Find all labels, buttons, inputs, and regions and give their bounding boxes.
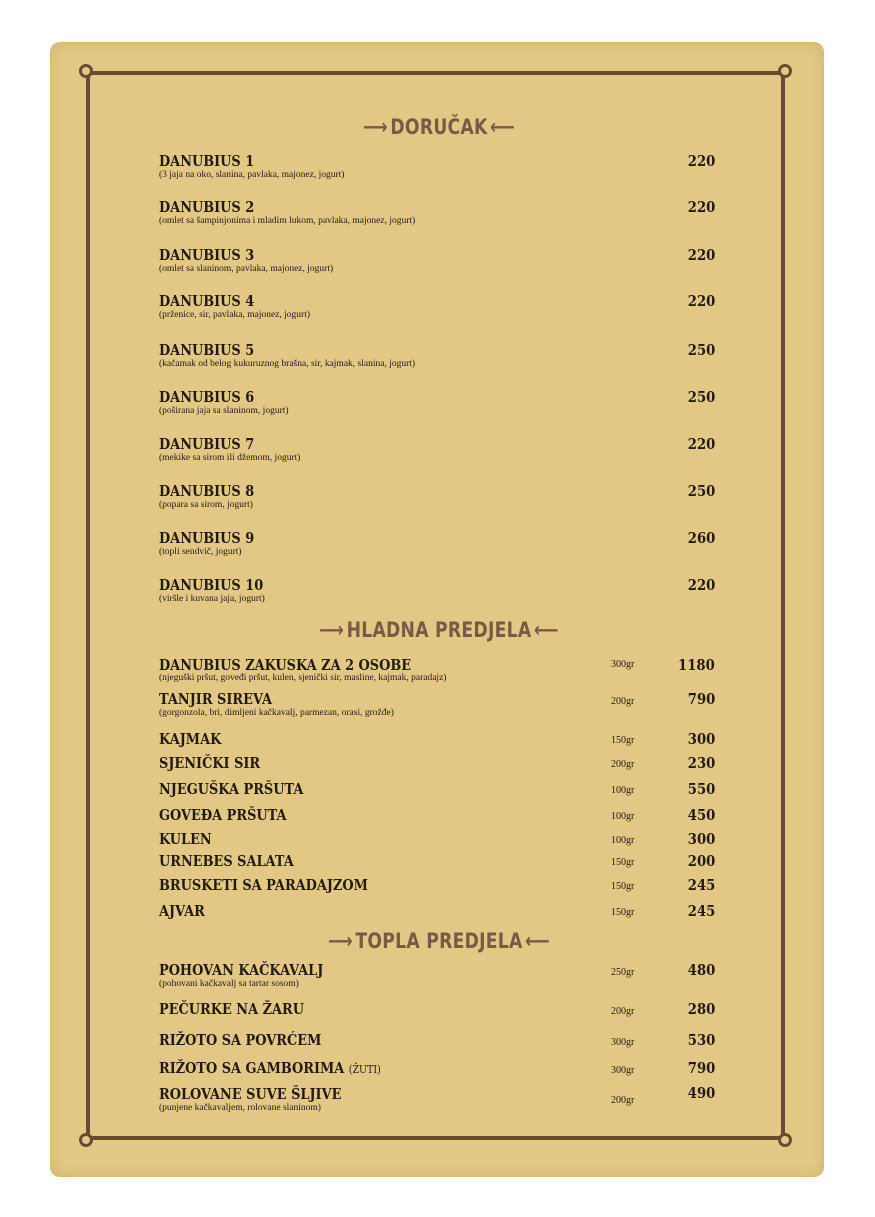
item-description: (mekike sa sirom ili džemom, jogurt) bbox=[159, 453, 301, 463]
item-weight: 200gr bbox=[611, 1006, 635, 1017]
item-name: DANUBIUS ZAKUSKA ZA 2 OSOBE bbox=[159, 656, 412, 674]
item-weight: 150gr bbox=[611, 857, 635, 868]
item-name: DANUBIUS 1 bbox=[159, 152, 255, 170]
item-price: 230 bbox=[687, 754, 715, 772]
item-weight: 200gr bbox=[611, 696, 635, 707]
item-price: 220 bbox=[687, 576, 715, 594]
frame-corner-ornament bbox=[778, 1133, 792, 1147]
item-name-text: RIŽOTO SA GAMBORIMA bbox=[159, 1059, 345, 1077]
item-name: TANJIR SIREVA bbox=[159, 690, 272, 708]
anchor-arrow-right-icon: ⟵ bbox=[525, 929, 550, 953]
anchor-arrow-left-icon: ⟶ bbox=[319, 618, 345, 642]
item-name: DANUBIUS 5 bbox=[159, 341, 255, 359]
item-name: DANUBIUS 3 bbox=[159, 246, 255, 264]
item-price: 790 bbox=[687, 690, 715, 708]
item-description: (omlet sa šampinjonima i mladim lukom, pavlaka, majonez, jogurt) bbox=[159, 216, 416, 226]
item-description: (poširana jaja sa slaninom, jogurt) bbox=[159, 406, 289, 416]
item-price: 260 bbox=[687, 529, 715, 547]
item-price: 280 bbox=[687, 1000, 715, 1018]
item-price: 250 bbox=[687, 341, 715, 359]
item-price: 200 bbox=[687, 852, 715, 870]
item-name: DANUBIUS 9 bbox=[159, 529, 255, 547]
item-weight: 100gr bbox=[611, 785, 635, 796]
anchor-arrow-left-icon: ⟶ bbox=[362, 115, 388, 139]
item-note: (ŽUTI) bbox=[348, 1063, 381, 1076]
frame-corner-ornament bbox=[778, 64, 792, 78]
item-name: DANUBIUS 6 bbox=[159, 388, 255, 406]
section-title-text: DORUČAK bbox=[390, 115, 488, 139]
item-name: RIŽOTO SA POVRĆEM bbox=[159, 1031, 322, 1049]
item-price: 480 bbox=[687, 961, 715, 979]
section-title-dorucak bbox=[209, 115, 668, 139]
item-weight: 300gr bbox=[611, 1037, 635, 1048]
item-description: (punjene kačkavaljem, rolovane slaninom) bbox=[159, 1103, 321, 1113]
item-description: (3 jaja na oko, slanina, pavlaka, majonez, jogurt) bbox=[159, 170, 345, 180]
item-name: AJVAR bbox=[159, 902, 205, 920]
item-name: POHOVAN KAČKAVALJ bbox=[159, 961, 324, 979]
item-weight: 200gr bbox=[611, 759, 635, 770]
frame-corner-ornament bbox=[79, 1133, 93, 1147]
item-price: 300 bbox=[687, 830, 715, 848]
item-description: (prženice, sir, pavlaka, majonez, jogurt) bbox=[159, 310, 311, 320]
item-price: 450 bbox=[687, 806, 715, 824]
item-weight: 150gr bbox=[611, 881, 635, 892]
item-name: BRUSKETI SA PARADAJZOM bbox=[159, 876, 368, 894]
item-price: 300 bbox=[687, 730, 715, 748]
item-description: (gorgonzola, bri, dimljeni kačkavalj, parmezan, orasi, grožđe) bbox=[159, 708, 394, 718]
item-price: 790 bbox=[687, 1059, 715, 1077]
item-price: 220 bbox=[687, 198, 715, 216]
item-description: (pohovani kačkavalj sa tartar sosom) bbox=[159, 979, 299, 989]
item-name: URNEBES SALATA bbox=[159, 852, 294, 870]
item-name: DANUBIUS 10 bbox=[159, 576, 264, 594]
item-description: (popara sa sirom, jogurt) bbox=[159, 500, 253, 510]
item-name bbox=[159, 1059, 381, 1077]
frame-corner-ornament bbox=[79, 64, 93, 78]
item-weight: 100gr bbox=[611, 835, 635, 846]
item-description: (kačamak od belog kukuruznog brašna, sir, kajmak, slanina, jogurt) bbox=[159, 359, 416, 369]
item-description: (topli sendvič, jogurt) bbox=[159, 547, 242, 557]
item-weight: 150gr bbox=[611, 735, 635, 746]
item-weight: 150gr bbox=[611, 907, 635, 918]
item-price: 220 bbox=[687, 292, 715, 310]
item-name: KAJMAK bbox=[159, 730, 222, 748]
section-title-text: HLADNA PREDJELA bbox=[346, 618, 532, 642]
item-name: KULEN bbox=[159, 830, 212, 848]
item-name: DANUBIUS 4 bbox=[159, 292, 255, 310]
item-price: 245 bbox=[687, 902, 715, 920]
section-title-topla-predjela bbox=[209, 929, 668, 953]
item-price: 220 bbox=[687, 152, 715, 170]
item-weight: 200gr bbox=[611, 1095, 635, 1106]
item-name: NJEGUŠKA PRŠUTA bbox=[159, 780, 304, 798]
item-price: 530 bbox=[687, 1031, 715, 1049]
item-weight: 100gr bbox=[611, 811, 635, 822]
item-name: DANUBIUS 8 bbox=[159, 482, 255, 500]
item-price: 245 bbox=[687, 876, 715, 894]
item-name: PEČURKE NA ŽARU bbox=[159, 1000, 305, 1018]
section-title-hladna-predjela bbox=[209, 618, 668, 642]
item-price: 550 bbox=[687, 780, 715, 798]
anchor-arrow-right-icon: ⟵ bbox=[533, 618, 559, 642]
anchor-arrow-left-icon: ⟶ bbox=[328, 929, 353, 953]
item-description: (njeguški pršut, goveđi pršut, kulen, sjenički sir, masline, kajmak, paradajz) bbox=[159, 673, 447, 683]
item-name: ROLOVANE SUVE ŠLJIVE bbox=[159, 1085, 342, 1103]
item-weight: 300gr bbox=[611, 1065, 635, 1076]
item-name: DANUBIUS 2 bbox=[159, 198, 255, 216]
section-title-text: TOPLA PREDJELA bbox=[355, 929, 523, 953]
item-price: 250 bbox=[687, 388, 715, 406]
item-price: 250 bbox=[687, 482, 715, 500]
item-price: 490 bbox=[687, 1084, 715, 1102]
item-weight: 250gr bbox=[611, 967, 635, 978]
item-weight: 300gr bbox=[611, 659, 635, 670]
item-price: 220 bbox=[687, 246, 715, 264]
anchor-arrow-right-icon: ⟵ bbox=[490, 115, 515, 139]
item-price: 1180 bbox=[678, 656, 715, 674]
item-name: DANUBIUS 7 bbox=[159, 435, 255, 453]
item-name: GOVEĐA PRŠUTA bbox=[159, 806, 287, 824]
item-name: SJENIČKI SIR bbox=[159, 754, 261, 772]
item-price: 220 bbox=[687, 435, 715, 453]
item-description: (viršle i kuvana jaja, jogurt) bbox=[159, 594, 265, 604]
item-description: (omlet sa slaninom, pavlaka, majonez, jogurt) bbox=[159, 264, 334, 274]
